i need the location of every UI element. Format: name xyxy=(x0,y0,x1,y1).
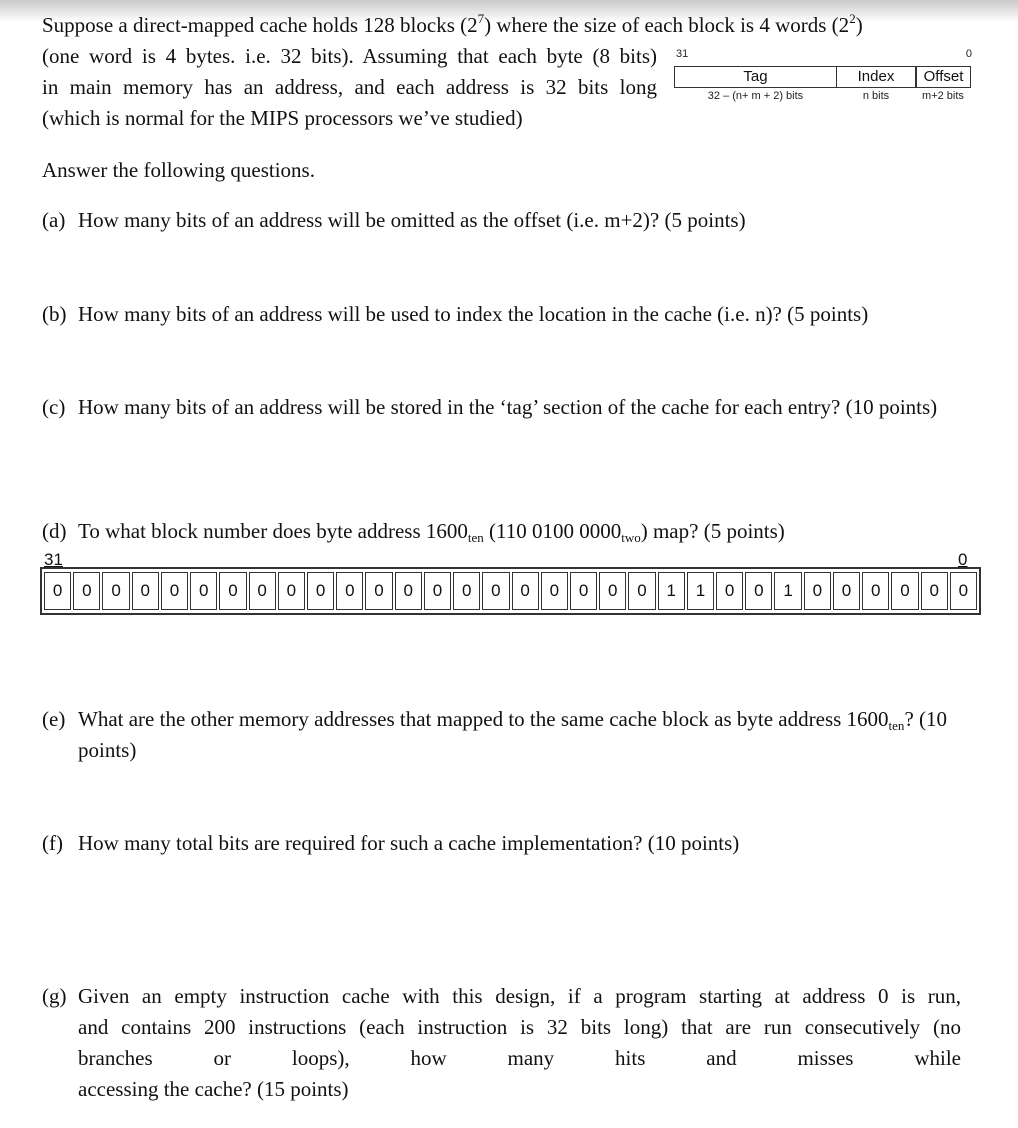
question-g-line-1: Given an empty instruction cache with this design, if a program starting at address 0 is run, xyxy=(78,984,961,1008)
bit-cell: 0 xyxy=(278,572,305,610)
question-d-text: To what block number does byte address $1600_{ten}$ (110 0100 $0000_{two}$) map? (5 points) xyxy=(78,519,785,545)
question-g-label: (g) xyxy=(42,984,67,1008)
intro-line-1: Suppose a direct-mapped cache holds 128 blocks $(2^7)$ where the size of each block is 4 words $(2^2)$ xyxy=(42,11,863,37)
bit-cell: 0 xyxy=(716,572,743,610)
question-d-label: (d) xyxy=(42,519,67,543)
question-d xyxy=(42,516,972,547)
question-e-label: (e) xyxy=(42,707,66,731)
question-g-line-3: branches or loops), how many hits and misses while xyxy=(78,1046,961,1070)
bit-cell: 0 xyxy=(628,572,655,610)
question-f-text: How many total bits are required for such a cache implementation? (10 points) xyxy=(78,831,740,855)
address-bit-row xyxy=(40,567,981,615)
question-f xyxy=(42,828,967,859)
intro-line-3: in main memory has an address, and each address is 32 bits long xyxy=(42,75,657,99)
question-g xyxy=(42,981,961,1105)
question-g-line-4: accessing the cache? (15 points) xyxy=(78,1077,349,1101)
bit-cell: 0 xyxy=(833,572,860,610)
bit-cell: 0 xyxy=(599,572,626,610)
bit-cell: 0 xyxy=(219,572,246,610)
question-e xyxy=(42,704,967,766)
question-b-label: (b) xyxy=(42,302,67,326)
question-c-label: (c) xyxy=(42,395,66,419)
bit-cell: 0 xyxy=(336,572,363,610)
bit-row-low-label: 0 xyxy=(958,550,968,569)
bit-cell: 0 xyxy=(745,572,772,610)
bit-cell: 0 xyxy=(73,572,100,610)
offset-field: Offset xyxy=(915,66,971,88)
question-a-text: How many bits of an address will be omitted as the offset (i.e. m+2)? (5 points) xyxy=(78,208,746,232)
bit-cell: 0 xyxy=(804,572,831,610)
question-c xyxy=(42,392,967,423)
offset-width-note: m+2 bits xyxy=(922,90,964,102)
bit-cell: 0 xyxy=(921,572,948,610)
tag-width-note: 32 – (n+ m + 2) bits xyxy=(707,90,804,102)
bit-cell: 1 xyxy=(658,572,685,610)
question-f-label: (f) xyxy=(42,831,63,855)
index-width-note: n bits xyxy=(862,90,890,102)
bit-cell: 0 xyxy=(249,572,276,610)
bit-cell: 0 xyxy=(365,572,392,610)
bit-row-high-label: 31 xyxy=(44,550,63,569)
instructions-text: Answer the following questions. xyxy=(42,158,315,182)
bit-cell: 0 xyxy=(541,572,568,610)
question-e-text: What are the other memory addresses that mapped to the same cache block as byte address $1600_{ten}$? (10 points) xyxy=(78,707,948,762)
bit-cell: 0 xyxy=(482,572,509,610)
bit-cell: 0 xyxy=(44,572,71,610)
bit-cell: 0 xyxy=(190,572,217,610)
question-g-line-2: and contains 200 instructions (each instruction is 32 bits long) that are run consecutively (no xyxy=(78,1015,961,1039)
diagram-low-bit: 0 xyxy=(965,48,972,60)
bit-cell: 0 xyxy=(132,572,159,610)
bit-cell: 0 xyxy=(862,572,889,610)
diagram-high-bit: 31 xyxy=(676,48,689,60)
question-b xyxy=(42,299,972,330)
bit-cell: 0 xyxy=(512,572,539,610)
bit-cell: 0 xyxy=(950,572,977,610)
question-a-label: (a) xyxy=(42,208,66,232)
bit-cell: 0 xyxy=(424,572,451,610)
intro-line-4: (which is normal for the MIPS processors we’ve studied) xyxy=(42,106,523,130)
index-field: Index xyxy=(836,66,916,88)
question-c-text: How many bits of an address will be stored in the ‘tag’ section of the cache for each entry? (10 points) xyxy=(78,395,938,419)
question-a xyxy=(42,205,962,236)
intro-line-2: (one word is 4 bytes. i.e. 32 bits). Assuming that each byte (8 bits) xyxy=(42,44,657,68)
question-b-text: How many bits of an address will be used to index the location in the cache (i.e. n)? (5 points) xyxy=(78,302,869,326)
tag-field: Tag xyxy=(674,66,837,88)
bit-cell: 0 xyxy=(395,572,422,610)
bit-cell: 1 xyxy=(774,572,801,610)
bit-cell: 0 xyxy=(891,572,918,610)
bit-cell: 0 xyxy=(102,572,129,610)
address-format-diagram xyxy=(672,48,978,114)
bit-cell: 0 xyxy=(453,572,480,610)
bit-cell: 1 xyxy=(687,572,714,610)
bit-cell: 0 xyxy=(307,572,334,610)
bit-cell: 0 xyxy=(570,572,597,610)
bit-cell: 0 xyxy=(161,572,188,610)
